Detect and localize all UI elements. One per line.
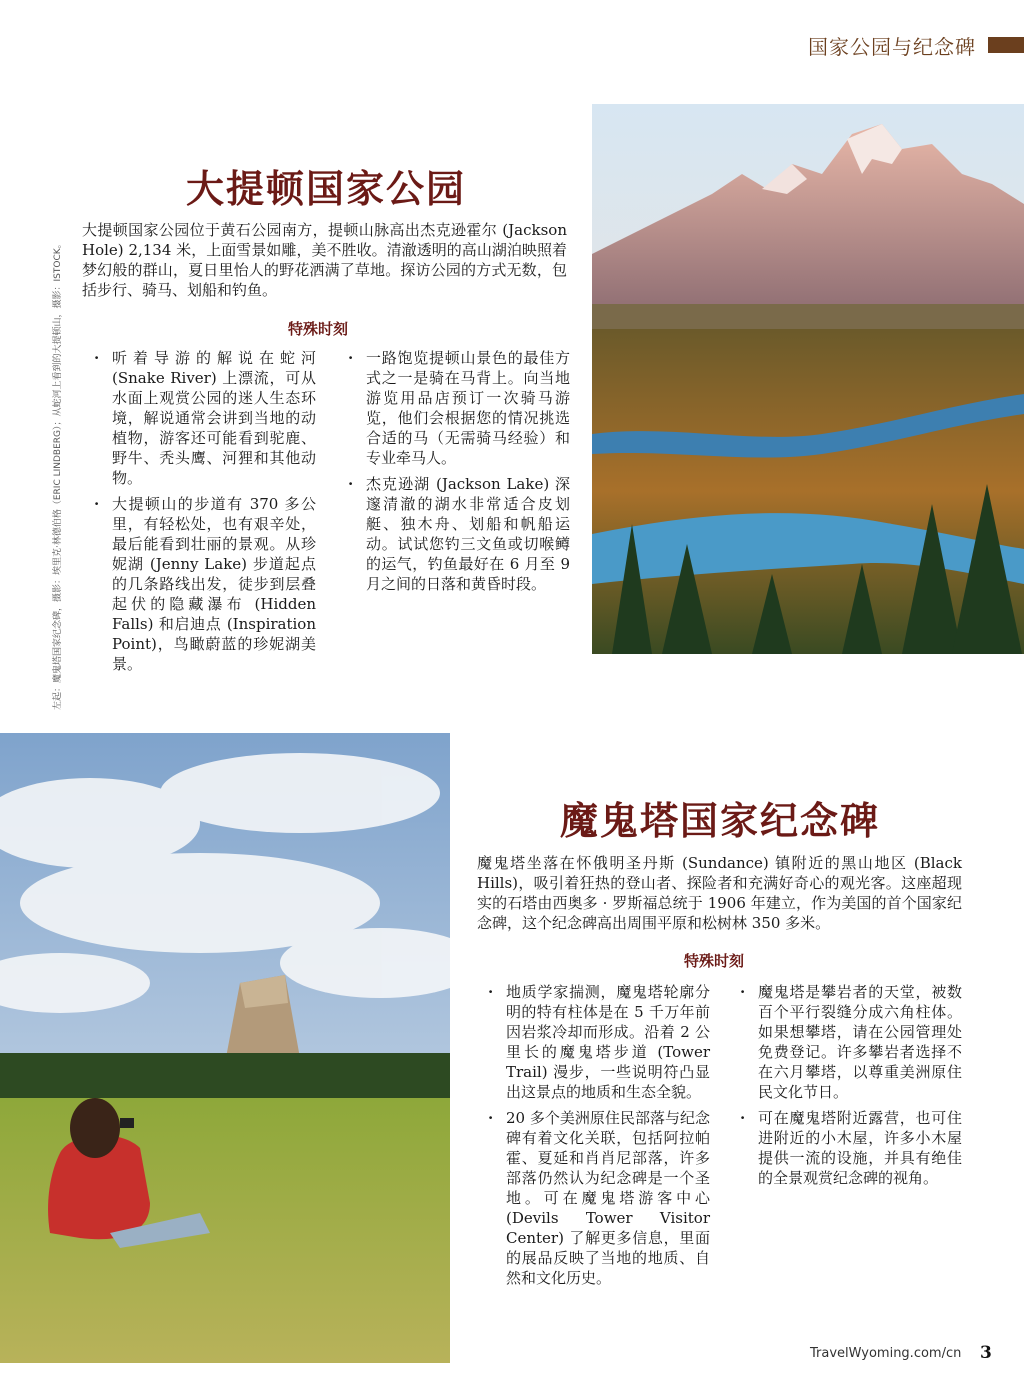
grand-teton-title: 大提顿国家公园 (186, 167, 467, 211)
devils-tower-photo (0, 733, 450, 1363)
list-item: · 魔鬼塔是攀岩者的天堂，被数百个平行裂缝分成六角柱体。如果想攀塔，请在公园管理处免费登记。许多攀岩者选择不在六月攀塔，以尊重美洲原住民文化节日。 (736, 982, 962, 1102)
grand-teton-column-right (344, 348, 570, 600)
grand-teton-intro: 大提顿国家公园位于黄石公园南方，提顿山脉高出杰克逊霍尔 (Jackson Hole) 2,134 米，上面雪景如雕，美不胜收。清澈透明的高山湖泊映照着梦幻般的群山，夏日里怡人的野花洒满了草地。探访公园的方式无数，包括步行、骑马、划船和钓鱼。 (82, 221, 567, 299)
list-item: · 杰克逊湖 (Jackson Lake) 深邃清澈的湖水非常适合皮划艇、独木舟、划船和帆船运动。试试您钓三文鱼或切喉鳟的运气，钓鱼最好在 6 月至 9 月之间的日落和黄昏时段。 (344, 474, 570, 594)
list-item: · 可在魔鬼塔附近露营，也可住进附近的小木屋，许多小木屋提供一流的设施，并具有绝佳的全景观赏纪念碑的视角。 (736, 1108, 962, 1188)
list-item: · 地质学家揣测，魔鬼塔轮廓分明的特有柱体是在 5 千万年前因岩浆冷却而形成。沿着 2 公里长的魔鬼塔步道 (Tower Trail) 漫步，一些说明符凸显出这景点的地质和生态全貌。 (484, 982, 710, 1102)
list-item: · 一路饱览提顿山景色的最佳方式之一是骑在马背上。向当地游览用品店预订一次骑马游览，他们会根据您的情况挑选合适的马（无需骑马经验）和专业牵马人。 (344, 348, 570, 468)
devils-tower-subhead: 特殊时刻 (684, 952, 745, 970)
devils-tower-column-left (484, 982, 710, 1294)
grand-teton-photo (592, 104, 1024, 654)
devils-tower-intro: 魔鬼塔坐落在怀俄明圣丹斯 (Sundance) 镇附近的黑山地区 (Black Hills)，吸引着狂热的登山者、探险者和充满好奇心的观光客。这座超现实的石塔由西奥多 · 罗斯福总统于 1906 年建立，作为美国的首个国家纪念碑，这个纪念碑高出周围平原和松树林 350 多米。 (477, 854, 962, 932)
section-label: 国家公园与纪念碑 (808, 34, 976, 59)
section-header (808, 30, 1024, 60)
page-number: 3 (980, 1343, 992, 1363)
list-item: · 听着导游的解说在蛇河 (Snake River) 上漂流，可从水面上观赏公园的迷人生态环境，解说通常会讲到当地的动植物，游客还可能看到驼鹿、野牛、秃头鹰、河狸和其他动物。 (90, 348, 316, 488)
devils-tower-title: 魔鬼塔国家纪念碑 (560, 799, 881, 843)
section-bar (988, 37, 1024, 53)
devils-tower-column-right (736, 982, 962, 1194)
list-item: · 20 多个美洲原住民部落与纪念碑有着文化关联，包括阿拉帕霍、夏延和肖肖尼部落，许多部落仍然认为纪念碑是一个圣地。可在魔鬼塔游客中心 (Devils Tower Visitor Center) 了解更多信息，里面的展品反映了当地的地质、自然和文化历史。 (484, 1108, 710, 1288)
photo-credit: 左起：魔鬼塔国家纪念碑，摄影：埃里克·林德伯格（ERIC LINDBERG）；从蛇河上看到的大提顿山，摄影：ISTOCK。 (53, 239, 63, 710)
grand-teton-column-left (90, 348, 316, 680)
grand-teton-subhead: 特殊时刻 (288, 320, 349, 338)
list-item: · 大提顿山的步道有 370 多公里，有轻松处，也有艰辛处，最后能看到壮丽的景观。从珍妮湖 (Jenny Lake) 步道起点的几条路线出发，徒步到层叠起伏的隐藏瀑布 (Hidden Falls) 和启迪点 (Inspiration Point)，鸟瞰蔚蓝的珍妮湖美景。 (90, 494, 316, 674)
footer-url[interactable]: TravelWyoming.com/cn (810, 1346, 962, 1361)
